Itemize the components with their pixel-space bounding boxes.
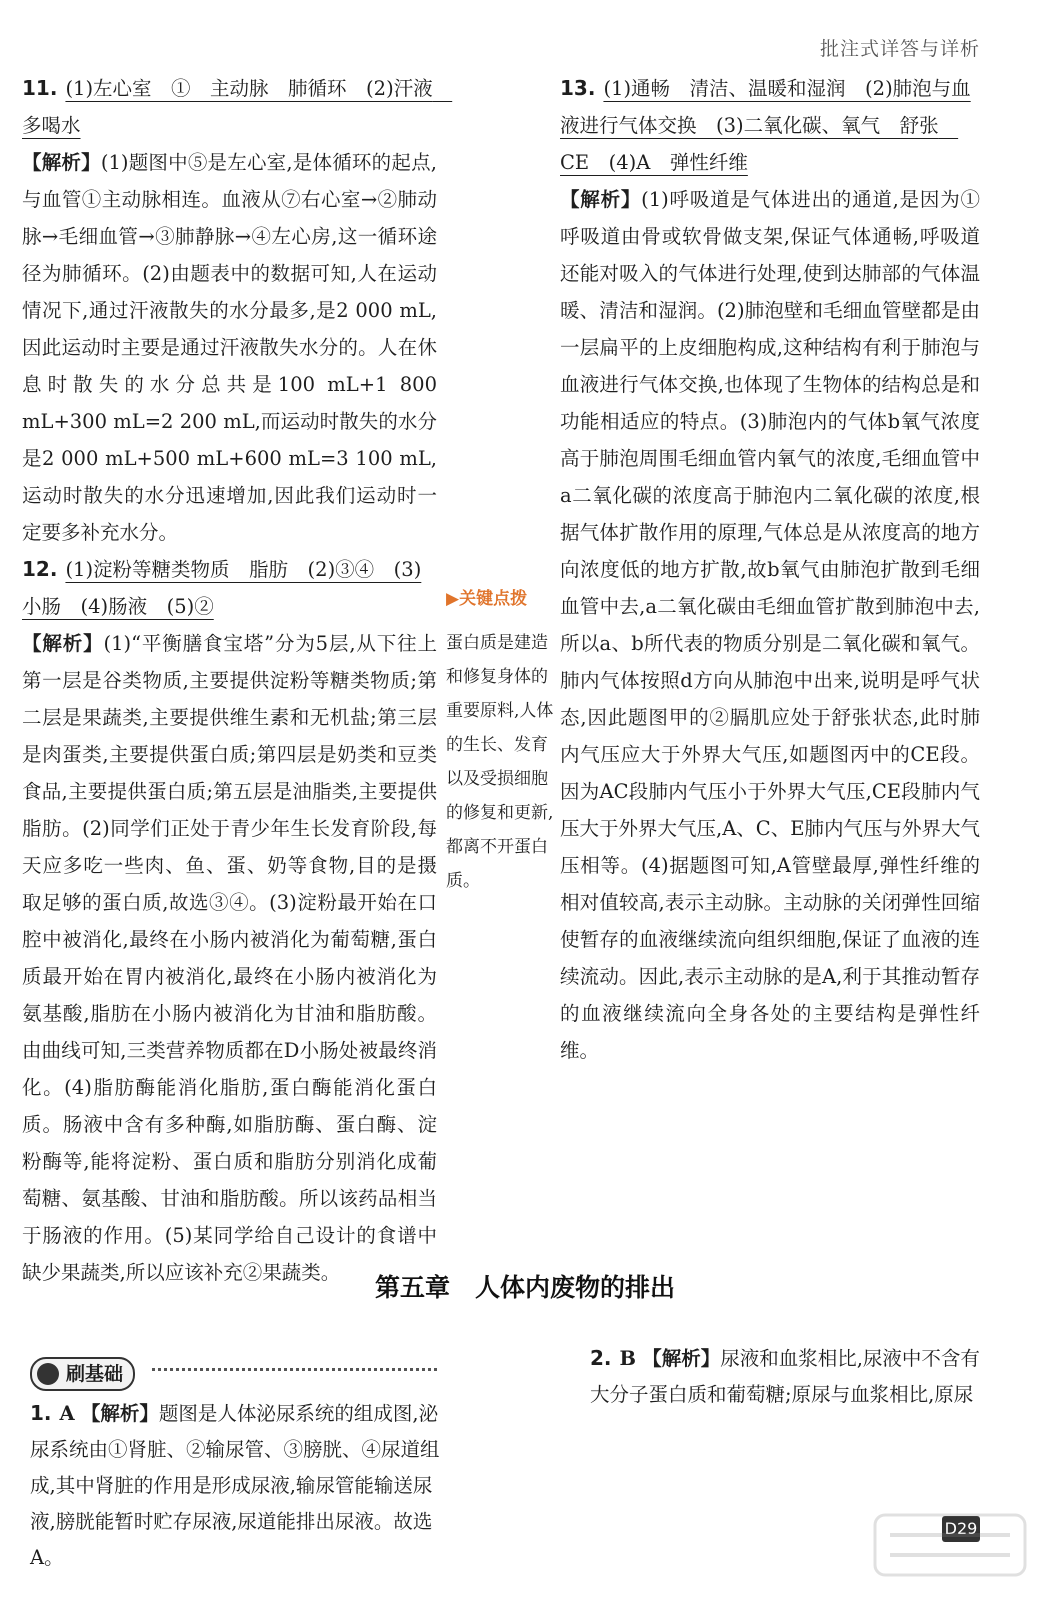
answer-text: (1)淀粉等糖类物质 脂肪 (2)③④ (3)小肠 (4)肠液 (5)② [22,558,422,618]
explanation-tag: 【解析】 [642,1347,721,1370]
question-13 [560,70,980,1069]
chapter-title: 第五章 人体内废物的排出 [374,1273,675,1302]
question-number: 2. [590,1346,612,1370]
right-column [560,70,980,1069]
running-header: 批注式详答与详析 [819,38,980,60]
question-number: 1. [30,1401,52,1425]
question-number: 13. [560,76,596,100]
question-12 [22,551,437,1291]
key-point-body: 蛋白质是建造和修复身体的重要原料,人体的生长、发育以及受损细胞的修复和更新,都离不开蛋白质。 [446,633,554,891]
watermark-logo [870,1510,1030,1580]
explanation-tag: 【解析】 [560,188,642,211]
section-badge [30,1357,135,1391]
question-number: 11. [22,76,58,100]
key-point-note [446,582,554,898]
explanation-body: (1)题图中⑤是左心室,是体循环的起点,与血管①主动脉相连。血液从⑦右心室→②肺动脉→毛细血管→③肺静脉→④左心房,这一循环途径为肺循环。(2)由题表中的数据可知,人在运动情况下,通过汗液散失的水分最多,是2 000 mL,因此运动时主要是通过汗液散失水分的。人在休息时散失的水分总共是100 mL+1 800 mL+300 mL=2 200 mL,而运动时散失的水分是2 000 mL+500 mL+600 mL=3 100 mL,运动时散失的水分迅速增加,因此我们运动时一定要多补充水分。 [22,151,437,544]
basic-question-2 [590,1340,985,1413]
key-point-title: ▶关键点拨 [446,589,528,609]
question-11 [22,70,453,551]
brush-icon [37,1363,59,1385]
answer-letter: A [59,1402,75,1425]
answer-text: (1)通畅 清洁、温暖和湿润 (2)肺泡与血液进行气体交换 (3)二氧化碳、氧气 舒张 CE (4)A 弹性纤维 [560,77,971,174]
explanation-tag: 【解析】 [22,151,101,174]
answer-letter: B [619,1347,636,1370]
explanation-tag: 【解析】 [80,1402,159,1425]
section-label: 刷基础 [66,1363,124,1385]
explanation-body: (1)“平衡膳食宝塔”分为5层,从下往上第一层是谷类物质,主要提供淀粉等糖类物质;第二层是果蔬类,主要提供维生素和无机盐;第三层是肉蛋类,主要提供蛋白质;第四层是奶类和豆类食品,主要提供蛋白质;第五层是油脂类,主要提供脂肪。(2)同学们正处于青少年生长发育阶段,每天应多吃一些肉、鱼、蛋、奶等食物,目的是摄取足够的蛋白质,故选③④。(3)淀粉最开始在口腔中被消化,最终在小肠内被消化为葡萄糖,蛋白质最开始在胃内被消化,最终在小肠内被消化为氨基酸,脂肪在小肠内被消化为甘油和脂肪酸。由曲线可知,三类营养物质都在D小肠处被最终消化。(4)脂肪酶能消化脂肪,蛋白酶能消化蛋白质。肠液中含有多种酶,如脂肪酶、蛋白酶、淀粉酶等,能将淀粉、蛋白质和脂肪分别消化成葡萄糖、氨基酸、甘油和脂肪酸。所以该药品相当于肠液的作用。(5)某同学给自己设计的食谱中缺少果蔬类,所以应该补充②果蔬类。 [22,632,437,1284]
explanation [22,144,437,551]
explanation [560,181,980,1069]
explanation [22,625,437,1291]
explanation-tag: 【解析】 [22,632,104,655]
explanation-body: 尿液和血浆相比,尿液中不含有大分子蛋白质和葡萄糖;原尿与血浆相比,原尿 [590,1347,980,1406]
dotted-divider [152,1368,437,1371]
left-column [22,70,453,1291]
page-number: D29 [942,1516,980,1542]
explanation-body: 题图是人体泌尿系统的组成图,泌尿系统由①肾脏、②输尿管、③膀胱、④尿道组成,其中肾脏的作用是形成尿液,输尿管能输送尿液,膀胱能暂时贮存尿液,尿道能排出尿液。故选A。 [30,1402,440,1569]
answer-text: (1)左心室 ① 主动脉 肺循环 (2)汗液 多喝水 [22,77,453,137]
basic-question-1 [30,1395,440,1576]
explanation-body: (1)呼吸道是气体进出的通道,是因为①呼吸道由骨或软骨做支架,保证气体通畅,呼吸道还能对吸入的气体进行处理,使到达肺部的气体温暖、清洁和湿润。(2)肺泡壁和毛细血管壁都是由一层扁平的上皮细胞构成,这种结构有利于肺泡与血液进行气体交换,也体现了生物体的结构总是和功能相适应的特点。(3)肺泡内的气体b氧气浓度高于肺泡周围毛细血管内氧气的浓度,毛细血管中a二氧化碳的浓度高于肺泡内二氧化碳的浓度,根据气体扩散作用的原理,气体总是从浓度高的地方向浓度低的地方扩散,故b氧气由肺泡扩散到毛细血管中去,a二氧化碳由毛细血管扩散到肺泡中去,所以a、b所代表的物质分别是二氧化碳和氧气。肺内气体按照d方向从肺泡中出来,说明是呼气状态,因此题图甲的②膈肌应处于舒张状态,此时肺内气压应大于外界大气压,如题图丙中的CE段。因为AC段肺内气压小于外界大气压,CE段肺内气压大于外界大气压,A、C、E肺内气压与外界大气压相等。(4)据题图可知,A管壁最厚,弹性纤维的相对值较高,表示主动脉。主动脉的关闭弹性回缩使暂存的血液继续流向组织细胞,保证了血液的连续流动。因此,表示主动脉的是A,利于其推动暂存的血液继续流向全身各处的主要结构是弹性纤维。 [560,188,980,1062]
question-number: 12. [22,557,58,581]
